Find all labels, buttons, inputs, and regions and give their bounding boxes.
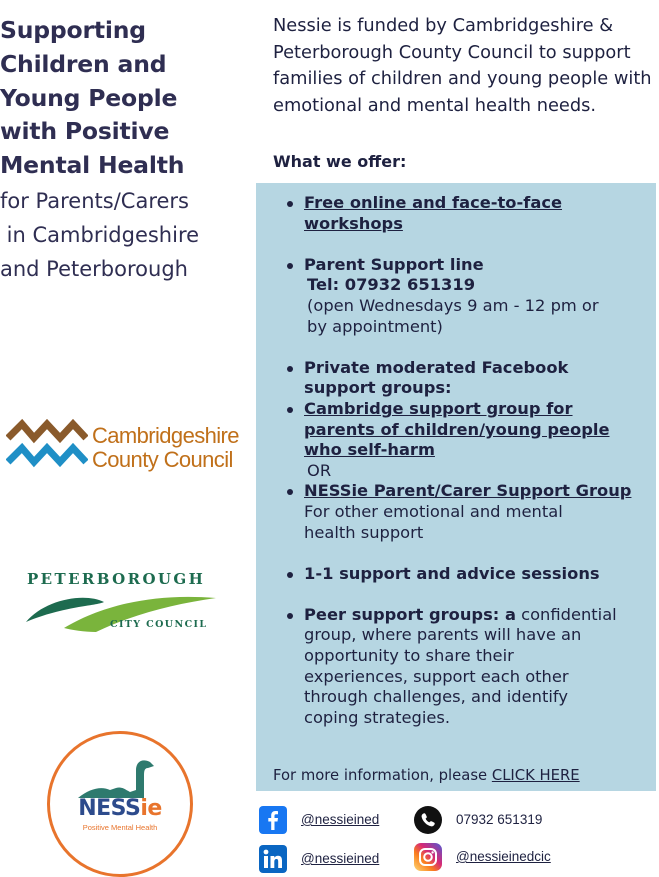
linkedin-icon — [259, 845, 287, 873]
what-we-offer-heading: What we offer: — [273, 152, 407, 171]
cambridge-support-group-link[interactable] — [304, 399, 610, 459]
list-item — [304, 255, 649, 337]
peer-support-text: opportunity to share their — [304, 646, 514, 666]
cambridge-link-line1[interactable]: Cambridge support group for — [304, 398, 573, 418]
list-item — [304, 193, 649, 234]
spacer — [304, 234, 649, 255]
nessie-wordmark — [50, 796, 190, 821]
subheading-line: for Parents/Carers — [0, 189, 189, 213]
spacer — [304, 543, 649, 564]
peer-support-text: confidential — [515, 604, 617, 624]
subheading-line: and Peterborough — [0, 257, 188, 281]
nessie-group-description: health support — [304, 522, 424, 542]
peer-support-text: through challenges, and identify — [304, 687, 568, 707]
peer-support-title: Peer support groups: a — [304, 604, 516, 624]
facebook-handle[interactable]: @nessieined — [301, 812, 380, 827]
more-info-text: For more information, please — [273, 767, 492, 784]
subheading — [0, 184, 250, 286]
facebook-icon — [259, 806, 287, 834]
support-line-title: Parent Support line — [304, 254, 484, 274]
click-here-link[interactable]: CLICK HERE — [491, 767, 580, 784]
headline-line: with Positive — [0, 117, 170, 146]
workshops-link-line1[interactable]: Free online and face-to-face — [304, 193, 563, 212]
nessie-tagline: Positive Mental Health — [82, 823, 158, 832]
spacer — [304, 337, 649, 358]
nessie-word-a: NESS — [78, 796, 141, 821]
ccc-logo-text — [92, 424, 239, 472]
support-line-tel: Tel: 07932 651319 — [307, 275, 476, 295]
peterborough-city-council-logo — [24, 570, 220, 634]
subheading-line: in Cambridgeshire — [0, 223, 200, 247]
or-text: OR — [307, 460, 332, 480]
offer-list — [304, 193, 649, 728]
instagram-handle[interactable]: @nessieinedcic — [456, 849, 551, 864]
list-item — [304, 605, 649, 729]
peer-support-text: group, where parents will have an — [304, 625, 582, 645]
headline-line: Mental Health — [0, 151, 185, 180]
nessie-logo — [47, 731, 193, 877]
spacer — [304, 584, 649, 605]
peer-support-text: experiences, support each other — [304, 666, 569, 686]
linkedin-handle[interactable]: @nessieined — [301, 851, 380, 866]
list-item — [304, 564, 649, 585]
ccc-line1: Cambridgeshire — [92, 423, 239, 448]
nessie-monster-icon — [50, 740, 190, 800]
headline-line: Young People — [0, 83, 178, 112]
facebook-groups-title: support groups: — [304, 378, 452, 398]
phone-number: 07932 651319 — [456, 812, 543, 827]
support-line-hours: (open Wednesdays 9 am - 12 pm or — [307, 295, 599, 315]
phone-icon — [414, 806, 442, 834]
support-line-hours: by appointment) — [307, 316, 443, 336]
cambridgeshire-county-council-logo — [6, 418, 242, 478]
list-item — [304, 481, 649, 543]
nessie-support-group-link[interactable]: NESSie Parent/Carer Support Group — [304, 481, 632, 501]
nessie-group-description: For other emotional and mental — [304, 501, 563, 521]
pcc-name: PETERBOROUGH — [27, 570, 206, 588]
ccc-line2: County Council — [92, 447, 233, 472]
workshops-link-line2[interactable]: workshops — [304, 213, 403, 233]
facebook-groups-title: Private moderated Facebook — [304, 357, 569, 377]
headline — [0, 14, 250, 183]
list-item — [304, 358, 649, 399]
more-info — [273, 767, 580, 784]
workshops-link[interactable] — [304, 193, 562, 233]
list-item — [304, 399, 649, 481]
ccc-zigzag-icon — [6, 418, 88, 470]
nessie-word-b: ie — [140, 796, 162, 821]
headline-line: Children and — [0, 49, 167, 78]
cambridge-link-line2[interactable]: parents of children/young people — [304, 419, 610, 439]
one-to-one-sessions: 1-1 support and advice sessions — [304, 563, 600, 583]
peer-support-text: coping strategies. — [304, 707, 451, 727]
instagram-icon — [414, 843, 442, 871]
intro-paragraph: Nessie is funded by Cambridgeshire & Peterborough County Council to support families of children and young people with emotional and mental health needs. — [273, 15, 652, 116]
cambridge-link-line3[interactable]: who self-harm — [304, 440, 435, 460]
pcc-subtitle: CITY COUNCIL — [110, 619, 208, 630]
headline-line: Supporting — [0, 16, 146, 44]
